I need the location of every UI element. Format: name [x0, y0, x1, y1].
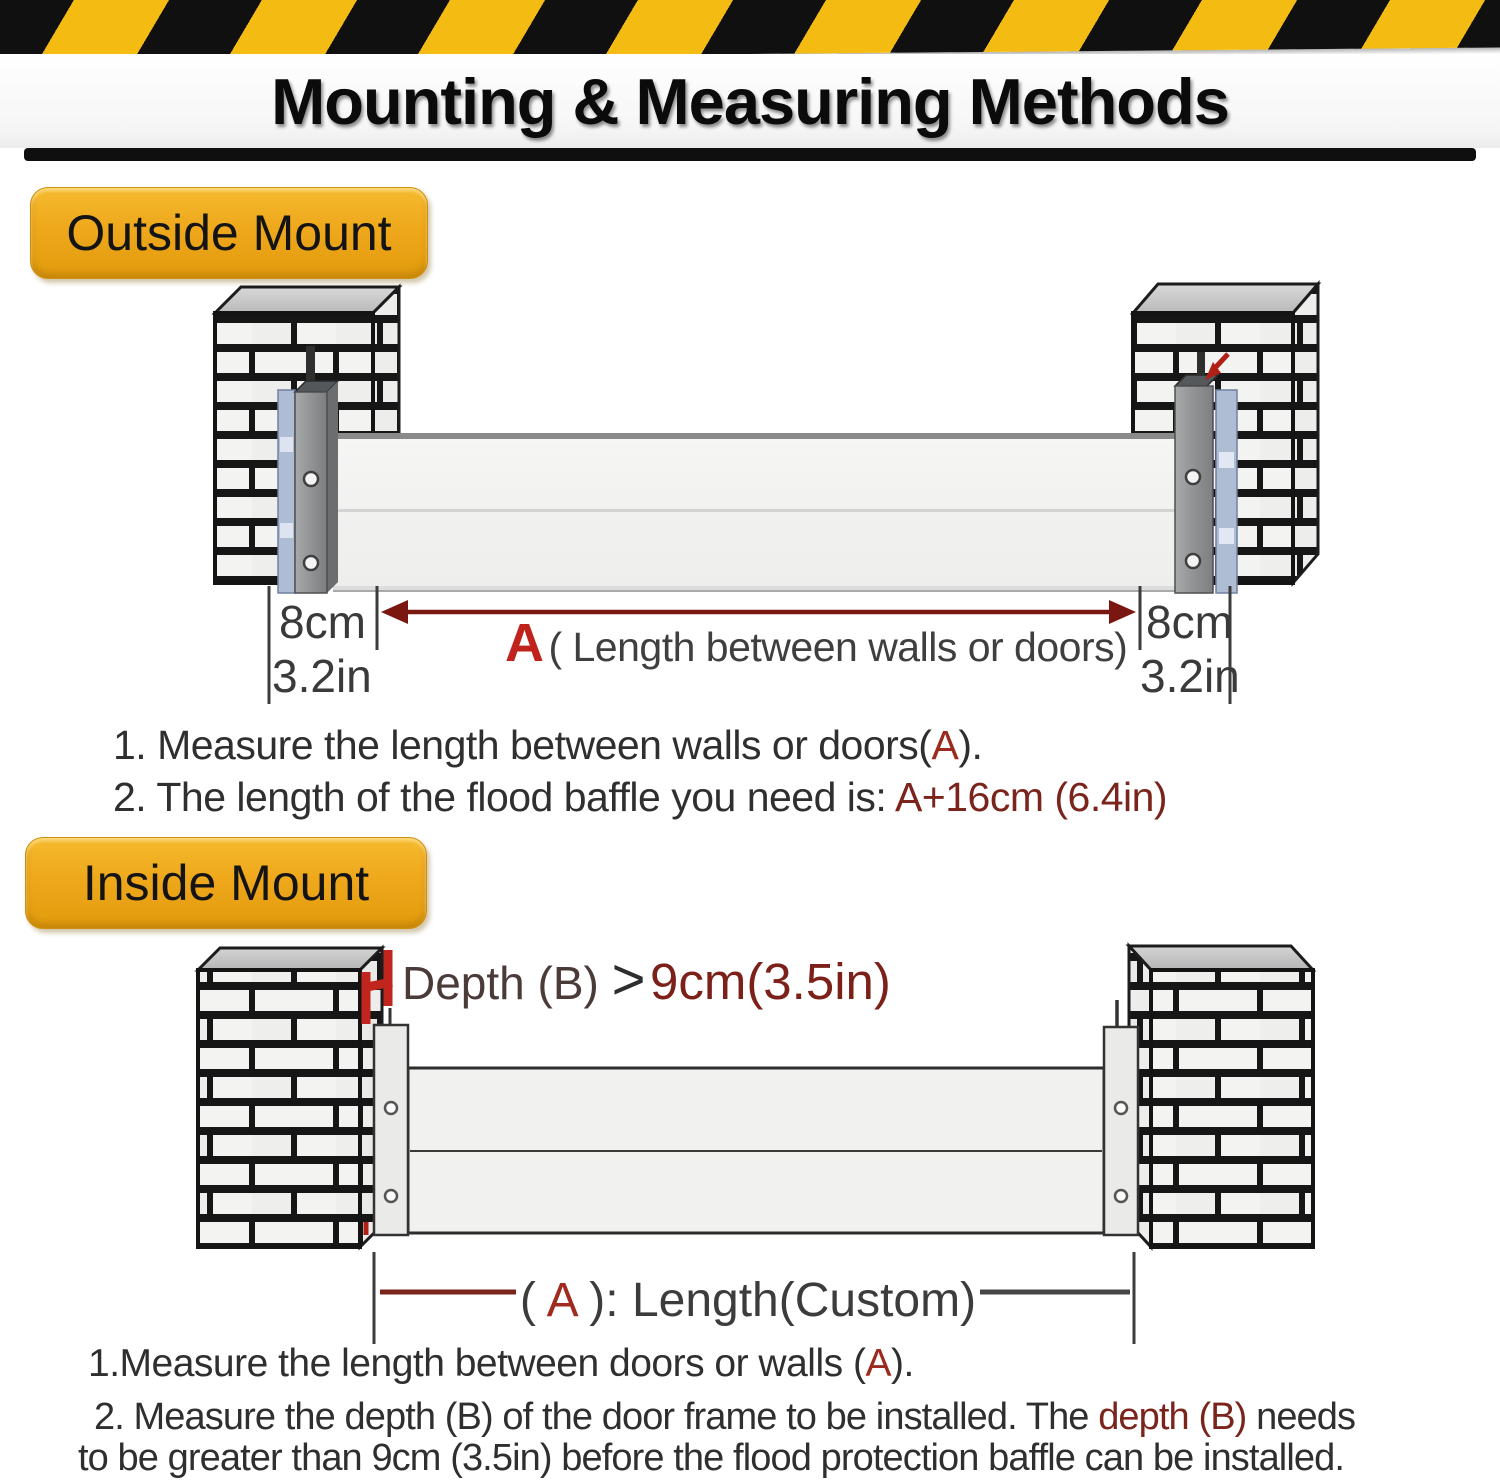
- arrow-left-head-icon: [381, 600, 408, 624]
- span-length-label: [505, 613, 1127, 673]
- right-seal-strip: [1216, 390, 1237, 593]
- depth-label: [402, 947, 891, 1012]
- baffle-panel: [333, 433, 1175, 592]
- outside-step-2-highlight: A+16cm (6.4in): [894, 774, 1168, 820]
- inside-mount-diagram: [0, 940, 1500, 1350]
- depth-label-value: 9cm(3.5in): [649, 953, 891, 1010]
- left-seal-strip: [278, 390, 295, 593]
- span-label-text: ( Length between walls or doors): [548, 624, 1128, 670]
- inside-step-2-continued: [78, 1437, 1344, 1480]
- inside-step-2-highlight: depth (B): [1098, 1396, 1247, 1438]
- depth-marker-crossbar: [362, 982, 392, 988]
- left-seal-notch: [280, 523, 293, 538]
- outside-step-1-end: ).: [958, 722, 983, 768]
- outside-right-pillar-top-face: [1133, 284, 1318, 313]
- right-offset-cm-label: 8cm: [1146, 596, 1233, 648]
- banner-underline: [24, 148, 1476, 161]
- baffle-top-edge: [333, 433, 1175, 439]
- screw-hole: [1186, 554, 1200, 568]
- inside-left-pillar-top-face: [198, 948, 382, 970]
- inside-right-pillar-top-face: [1129, 946, 1313, 970]
- depth-label-name: Depth (B): [402, 957, 612, 1009]
- left-rail-front: [374, 1025, 408, 1235]
- outside-flood-baffle: [333, 433, 1175, 592]
- banner: [0, 0, 1500, 164]
- inside-right-pillar-front-face: [1151, 970, 1313, 1247]
- left-offset-cm-label: 8cm: [279, 596, 366, 648]
- outside-step-1-text: 1. Measure the length between walls or doors(: [113, 722, 932, 768]
- outside-right-pillar-side-face: [1293, 284, 1318, 583]
- length-label-open: (: [519, 1274, 536, 1327]
- caution-tape-stripes: [0, 0, 1500, 61]
- inside-left-pillar-front-face: [198, 970, 360, 1247]
- title-band: [0, 54, 1500, 148]
- left-anchor-pin: [306, 346, 315, 386]
- length-label-a: A: [546, 1274, 576, 1327]
- inside-step-1-highlight: A: [865, 1342, 891, 1385]
- inside-step-1-end: ).: [890, 1342, 914, 1385]
- left-offset-in-label: 3.2in: [272, 650, 372, 702]
- outside-measurement: [269, 586, 1240, 704]
- length-label: [520, 1274, 976, 1327]
- right-rail-front: [1104, 1027, 1138, 1235]
- screw-hole: [304, 472, 318, 486]
- inside-step-1: [88, 1342, 914, 1386]
- baffle-seam: [333, 509, 1175, 512]
- inside-step-1-text: 1.Measure the length between doors or walls (: [88, 1342, 866, 1385]
- right-seal-notch: [1219, 528, 1234, 544]
- inside-step-2-end: needs: [1246, 1396, 1356, 1438]
- screw-hole: [385, 1102, 397, 1114]
- inside-step-2-cont-text: to be greater than 9cm (3.5in) before the flood protection baffle can be installed.: [78, 1437, 1345, 1479]
- left-seal-notch: [280, 437, 293, 452]
- outside-mount-badge-label: Outside Mount: [66, 205, 392, 261]
- outside-step-1: [113, 722, 982, 769]
- inside-mount-badge-label: Inside Mount: [82, 855, 370, 911]
- outside-step-2: [113, 774, 1167, 821]
- inside-step-2-text: 2. Measure the depth (B) of the door frame to be installed. The: [94, 1396, 1099, 1438]
- outside-step-2-text: 2. The length of the flood baffle you need is:: [113, 774, 895, 820]
- right-offset-in-label: 3.2in: [1140, 650, 1240, 702]
- inside-left-pillar: [198, 948, 382, 1247]
- outside-step-1-highlight: A: [931, 722, 959, 768]
- screw-hole: [304, 556, 318, 570]
- outside-mount-badge: [30, 187, 428, 279]
- length-label-rest: ): Length(Custom): [589, 1274, 977, 1327]
- inside-right-rail: [1104, 1000, 1138, 1235]
- screw-hole: [385, 1190, 397, 1202]
- span-a-letter: A: [505, 613, 544, 673]
- inside-mount-badge: [25, 837, 427, 929]
- outside-left-pillar-top-face: [215, 287, 399, 313]
- inside-step-2: [94, 1396, 1355, 1439]
- screw-hole: [1115, 1190, 1127, 1202]
- greater-than-sign: >: [611, 947, 646, 1012]
- screw-hole: [1186, 470, 1200, 484]
- page-title: Mounting & Measuring Methods: [271, 64, 1229, 138]
- inside-right-pillar: [1129, 946, 1313, 1247]
- left-bracket-side-face: [327, 381, 338, 593]
- baffle-bottom-edge: [333, 586, 1175, 590]
- outside-mount-diagram: [0, 280, 1500, 710]
- inside-flood-baffle: [408, 1068, 1104, 1233]
- arrow-right-head-icon: [1109, 600, 1136, 624]
- right-seal-notch: [1219, 452, 1234, 468]
- inside-measurement: [374, 1252, 1134, 1344]
- screw-hole: [1115, 1102, 1127, 1114]
